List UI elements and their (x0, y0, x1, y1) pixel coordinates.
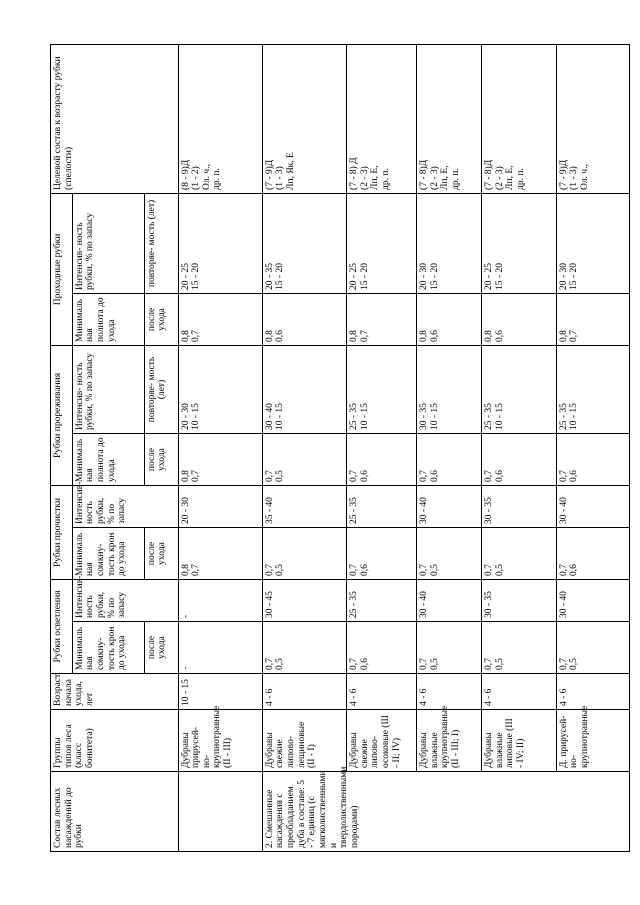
header-thin-int: Интенсив- ность рубки, % по запасу (72, 485, 178, 527)
cell-pass-int: 20 - 30 15 - 20 (416, 193, 481, 293)
header-impr-repeat: повторяе- мость (лет) (144, 345, 178, 433)
cell-impr-min: 0,7 0,6 (556, 433, 629, 485)
cell-pass-min: 0,8 0,6 (416, 293, 481, 345)
cell-clear-min: 0,7 0,6 (347, 622, 417, 674)
table-row (556, 45, 629, 852)
cell-impr-int: 30 - 40 10 - 15 (262, 345, 346, 433)
cell-pass-int: 20 - 35 15 - 20 (262, 193, 346, 293)
cell-pass-int: 20 - 30 15 - 20 (556, 193, 629, 293)
cell-pass-min: 0,8 0,6 (481, 293, 556, 345)
cell-pass-int: 20 - 25 15 - 20 (178, 193, 262, 293)
cell-target: (7 - 8) Д (2 - 3) Лп, Е, др. п. (347, 45, 417, 194)
header-passage: Проходные рубки (51, 193, 73, 345)
cell-clear-int: 30 - 35 (481, 579, 556, 621)
cell-impr-min: 0,7 0,6 (347, 433, 417, 485)
cell-forest: Д. прирусей- но- крупнотравные (556, 710, 629, 772)
header-clear-min: Минималь ная сомкну- тость крон до ухода (72, 622, 144, 674)
cell-clear-min: 0,7 0,5 (262, 622, 346, 674)
cell-pass-int: 20 - 25 15 - 20 (347, 193, 417, 293)
cell-clear-min: 0,7 0,5 (481, 622, 556, 674)
cell-impr-min: 0,8 0,7 (178, 433, 262, 485)
group-label-cell: 2. Смешанные насаждения с преобладанием дуба в составе: 5 - 7 единиц (с мягколиственными и твердолиственными породами) (262, 772, 629, 852)
cell-thin-min: 0,7 0,6 (347, 527, 417, 579)
header-pass-repeat: повторяе- мость (лет) (144, 193, 178, 293)
cell-age: 4 - 6 (556, 674, 629, 710)
cell-impr-int: 25 - 35 10 - 15 (481, 345, 556, 433)
cell-target: (7 - 9)Д (1 - 3) Лп, Як, Е (262, 45, 346, 194)
header-clear-after: после ухода (144, 622, 178, 674)
cell-thin-int: 20 - 30 (178, 485, 262, 527)
header-impr-int: Интенсив- ность рубки, % по запасу (72, 345, 144, 433)
cell-target: (7 - 9)Д (1 - 3) Ол. ч., (556, 45, 629, 194)
cell-thin-min: 0,7 0,6 (556, 527, 629, 579)
header-pass-after: после ухода (144, 293, 178, 345)
header-thinning: Рубки прочистки (51, 485, 73, 579)
table-row (347, 45, 417, 852)
cell-clear-int: - (178, 579, 262, 621)
table-row (262, 45, 346, 852)
silviculture-table (50, 44, 630, 852)
header-impr-after: после ухода (144, 433, 178, 485)
rotated-table-page (50, 44, 630, 852)
cell-target: (7 - 8)Д (2 - 3) Лп, Е, др. п. (416, 45, 481, 194)
header-forest-groups: Группы типов леса (класс бонитета) (51, 710, 179, 772)
cell-thin-min: 0,7 0,5 (481, 527, 556, 579)
cell-pass-min: 0,8 0,7 (178, 293, 262, 345)
cell-forest: Дубравы прирусей- но- крупнотравные (II - III) (178, 710, 262, 772)
cell-thin-min: 0,7 0,5 (262, 527, 346, 579)
cell-clear-int: 30 - 40 (556, 579, 629, 621)
cell-pass-int: 20 - 25 15 - 20 (481, 193, 556, 293)
header-thin-after: после ухода (144, 527, 178, 579)
cell-impr-min: 0,7 0,6 (481, 433, 556, 485)
cell-target: (8 - 9)Д (1 - 2) Ол. ч., др. п. (178, 45, 262, 194)
cell-forest: Дубравы влажные липовые (III - IV; II) (481, 710, 556, 772)
group-empty-cell (178, 772, 262, 852)
cell-thin-min: 0,7 0,5 (416, 527, 481, 579)
cell-clear-int: 25 - 35 (347, 579, 417, 621)
cell-clear-int: 30 - 45 (262, 579, 346, 621)
cell-clear-int: 30 - 40 (416, 579, 481, 621)
table-row (481, 45, 556, 852)
header-target: Целевой состав к возрасту рубки (спелости) (51, 45, 179, 194)
header-improvement: Рубки прореживания (51, 345, 73, 485)
header-start-age: Возраст начала ухода, лет (51, 674, 179, 710)
header-pass-int: Интенсив- ность рубки, % по запасу (72, 193, 144, 293)
cell-impr-int: 20 - 30 10 - 15 (178, 345, 262, 433)
cell-age: 4 - 6 (481, 674, 556, 710)
cell-thin-int: 30 - 40 (556, 485, 629, 527)
cell-thin-int: 25 - 35 (347, 485, 417, 527)
cell-pass-min: 0,8 0,6 (262, 293, 346, 345)
cell-thin-int: 30 - 35 (481, 485, 556, 527)
cell-age: 10 - 15 (178, 674, 262, 710)
cell-impr-min: 0,7 0,5 (262, 433, 346, 485)
cell-impr-int: 25 - 35 10 - 15 (347, 345, 417, 433)
cell-thin-min: 0,8 0,7 (178, 527, 262, 579)
header-impr-min: Минималь ная полнота до ухода (72, 433, 144, 485)
cell-thin-int: 35 - 40 (262, 485, 346, 527)
cell-forest: Дубравы влажные крупнотравные (II - III; I) (416, 710, 481, 772)
cell-age: 4 - 6 (262, 674, 346, 710)
cell-age: 4 - 6 (416, 674, 481, 710)
table-row (178, 45, 262, 852)
cell-age: 4 - 6 (347, 674, 417, 710)
cell-clear-min: 0,7 0,5 (556, 622, 629, 674)
cell-impr-int: 25 - 35 10 - 15 (556, 345, 629, 433)
header-pass-min: Минималь ная полнота до ухода (72, 293, 144, 345)
header-clearing: Рубки осветления (51, 579, 73, 673)
cell-forest: Дубравы свежие липово-осоковые (III - II; IV) (347, 710, 417, 772)
table-body (178, 45, 629, 852)
cell-clear-min: - (178, 622, 262, 674)
cell-pass-min: 0,8 0,7 (556, 293, 629, 345)
cell-thin-int: 30 - 40 (416, 485, 481, 527)
header-thin-min: Минималь ная сомкну- тость крон до ухода (72, 527, 144, 579)
header-composition: Состав лесных насаждений до рубки (51, 772, 179, 852)
cell-impr-int: 30 - 35 10 - 15 (416, 345, 481, 433)
cell-forest: Дубравы свежие липово- лещиновые (II - I) (262, 710, 346, 772)
header-clear-int: Интенсив- ность рубки, % по запасу (72, 579, 178, 621)
table-row (416, 45, 481, 852)
cell-pass-min: 0,8 0,7 (347, 293, 417, 345)
cell-target: (7 - 8)Д (2 - 3) Лп, Е, др. п. (481, 45, 556, 194)
cell-clear-min: 0,7 0,5 (416, 622, 481, 674)
cell-impr-min: 0,7 0,6 (416, 433, 481, 485)
